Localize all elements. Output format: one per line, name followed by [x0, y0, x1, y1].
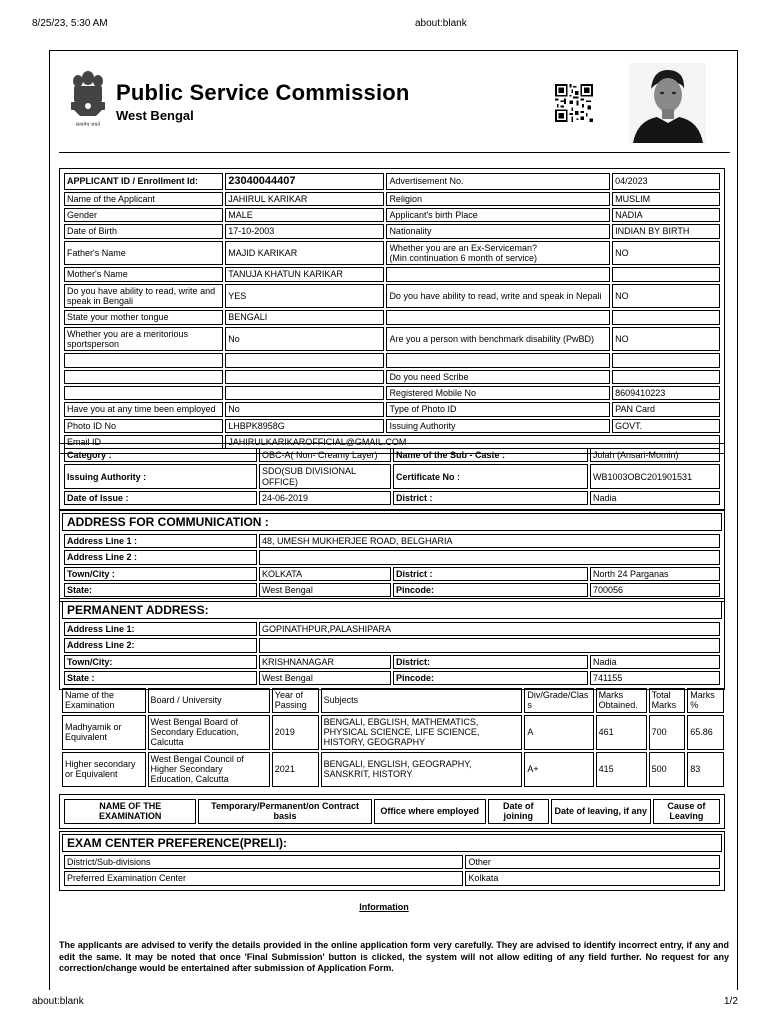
perm-town-value: KRISHNANAGAR	[259, 655, 391, 669]
category-section	[59, 443, 725, 510]
perm-line1-label: Address Line 1:	[64, 622, 257, 636]
employment-section	[59, 794, 725, 829]
comm-line1-label: Address Line 1 :	[64, 534, 257, 548]
field-value: GOVT.	[612, 419, 720, 433]
field-label: Gender	[64, 208, 223, 222]
information-title: Information	[359, 902, 409, 912]
education-cell: 500	[649, 752, 686, 787]
exam-center-row	[64, 871, 720, 885]
education-cell: 2019	[272, 715, 319, 750]
svg-text:सत्यमेव जयते: सत्यमेव जयते	[75, 122, 101, 128]
field-label: Issuing Authority	[386, 419, 610, 433]
employment-header-cell: Temporary/Permanent/on Contract basis	[198, 799, 371, 824]
field-label: Do you need Scribe	[386, 370, 610, 384]
category-label: Date of Issue :	[64, 491, 257, 505]
field-value: YES	[225, 284, 384, 309]
employment-header-cell: Office where employed	[374, 799, 486, 824]
permanent-address-section	[59, 598, 725, 690]
category-label: Category :	[64, 448, 257, 462]
field-value: No	[225, 327, 384, 352]
category-row	[64, 464, 720, 489]
perm-pin-label: Pincode:	[393, 671, 588, 685]
field-value: TANUJA KHATUN KARIKAR	[225, 267, 384, 281]
field-value	[225, 370, 384, 384]
applicant-row	[64, 310, 720, 324]
comm-state-label: State:	[64, 583, 257, 597]
employment-table	[62, 797, 722, 826]
exam-center-value: Other	[465, 855, 720, 869]
category-label: Name of the Sub - Caste :	[393, 448, 588, 462]
category-label: Issuing Authority :	[64, 464, 257, 489]
field-value: NADIA	[612, 208, 720, 222]
comm-pin-label: Pincode:	[393, 583, 588, 597]
education-table	[60, 686, 726, 789]
print-page-title: about:blank	[415, 18, 467, 29]
applicant-row	[64, 327, 720, 352]
education-cell: A+	[524, 752, 593, 787]
comm-pin-value: 700056	[590, 583, 720, 597]
field-label	[386, 353, 610, 367]
field-value: MALE	[225, 208, 384, 222]
comm-town-value: KOLKATA	[259, 567, 391, 581]
education-header-cell: Name of the Examination	[62, 688, 146, 713]
education-row	[62, 752, 724, 787]
field-label: State your mother tongue	[64, 310, 223, 324]
education-header-cell: Subjects	[321, 688, 523, 713]
comm-line2-label: Address Line 2 :	[64, 550, 257, 564]
education-cell: Higher secondary or Equivalent	[62, 752, 146, 787]
perm-line1-value: GOPINATHPUR,PALASHIPARA	[259, 622, 720, 636]
category-row	[64, 448, 720, 462]
applicant-photo	[629, 63, 706, 143]
education-header-cell: Year of Passing	[272, 688, 319, 713]
exam-center-section	[59, 831, 725, 891]
field-value: MUSLIM	[612, 192, 720, 206]
communication-address-section	[59, 510, 725, 602]
education-cell: BENGALI, ENGLISH, GEOGRAPHY, SANSKRIT, HISTORY	[321, 752, 523, 787]
exam-center-value: Kolkata	[465, 871, 720, 885]
employment-header-cell: NAME OF THE EXAMINATION	[64, 799, 196, 824]
field-label: Mother's Name	[64, 267, 223, 281]
applicant-row	[64, 192, 720, 206]
applicant-row	[64, 386, 720, 400]
field-value	[612, 310, 720, 324]
applicant-row	[64, 419, 720, 433]
exam-center-label: Preferred Examination Center	[64, 871, 463, 885]
field-label	[386, 267, 610, 281]
comm-district-value: North 24 Parganas	[590, 567, 720, 581]
field-label: Do you have ability to read, write and speak in Nepali	[386, 284, 610, 309]
applicant-row	[64, 370, 720, 384]
email-label: Email ID	[64, 435, 223, 449]
education-cell: West Bengal Board of Secondary Education, Calcutta	[148, 715, 270, 750]
education-cell: 2021	[272, 752, 319, 787]
category-value: OBC-A( Non- Creamy Layer)	[259, 448, 391, 462]
org-name: Public Service Commission	[116, 80, 410, 105]
field-value: JAHIRUL KARIKAR	[225, 192, 384, 206]
category-value: WB1003OBC201901531	[590, 464, 720, 489]
field-value: 23040044407	[225, 173, 384, 190]
category-value: Jolah (Ansari-Momin)	[590, 448, 720, 462]
comm-town-label: Town/City :	[64, 567, 257, 581]
exam-center-table	[62, 853, 722, 888]
education-cell: West Bengal Council of Higher Secondary Education, Calcutta	[148, 752, 270, 787]
perm-town-label: Town/City:	[64, 655, 257, 669]
field-value: NO	[612, 284, 720, 309]
perm-state-value: West Bengal	[259, 671, 391, 685]
org-sub: West Bengal	[116, 108, 194, 123]
field-value: BENGALI	[225, 310, 384, 324]
education-header-cell: Total Marks	[649, 688, 686, 713]
education-cell: 65.86	[687, 715, 724, 750]
field-label: Registered Mobile No	[386, 386, 610, 400]
comm-district-label: District :	[393, 567, 588, 581]
employment-header-cell: Date of leaving, if any	[551, 799, 651, 824]
communication-address-table	[62, 532, 722, 599]
employment-header-cell: Cause of Leaving	[653, 799, 720, 824]
field-value: NO	[612, 241, 720, 266]
education-cell: 415	[596, 752, 647, 787]
field-value	[225, 386, 384, 400]
print-page-number: 1/2	[724, 996, 738, 1007]
perm-district-label: District:	[393, 655, 588, 669]
education-cell: A	[524, 715, 593, 750]
field-value: 8609410223	[612, 386, 720, 400]
field-label: Applicant's birth Place	[386, 208, 610, 222]
perm-line2-label: Address Line 2:	[64, 638, 257, 652]
field-value: LHBPK8958G	[225, 419, 384, 433]
qr-code-icon	[555, 84, 593, 122]
field-label: Have you at any time been employed	[64, 402, 223, 416]
comm-state-value: West Bengal	[259, 583, 391, 597]
field-label: Religion	[386, 192, 610, 206]
applicant-row	[64, 353, 720, 367]
field-label: Whether you are an Ex-Serviceman? (Min continuation 6 month of service)	[386, 241, 610, 266]
print-datetime: 8/25/23, 5:30 AM	[32, 18, 108, 29]
comm-line2-value	[259, 550, 720, 564]
field-value: 04/2023	[612, 173, 720, 190]
category-label: Certificate No :	[393, 464, 588, 489]
perm-district-value: Nadia	[590, 655, 720, 669]
field-label: APPLICANT ID / Enrollment Id:	[64, 173, 223, 190]
education-header-cell: Marks%	[687, 688, 724, 713]
field-label	[64, 370, 223, 384]
education-header-row	[62, 688, 724, 713]
permanent-address-title: PERMANENT ADDRESS:	[62, 601, 722, 619]
field-value: 17-10-2003	[225, 224, 384, 238]
applicant-row	[64, 241, 720, 266]
field-label: Are you a person with benchmark disability (PwBD)	[386, 327, 610, 352]
field-value	[612, 267, 720, 281]
field-label: Whether you are a meritorious sportsperson	[64, 327, 223, 352]
category-table	[62, 446, 722, 507]
education-cell: 83	[687, 752, 724, 787]
employment-header-cell: Date of joining	[488, 799, 549, 824]
applicant-row	[64, 402, 720, 416]
field-value: PAN Card	[612, 402, 720, 416]
exam-center-row	[64, 855, 720, 869]
education-header-cell: Div/Grade/Class	[524, 688, 593, 713]
state-emblem-icon	[66, 68, 110, 130]
field-value	[612, 353, 720, 367]
email-value: JAHIRULKARIKAROFFICIAL@GMAIL.COM	[225, 435, 720, 449]
applicant-row	[64, 267, 720, 281]
field-label: Do you have ability to read, write and speak in Bengali	[64, 284, 223, 309]
applicant-row	[64, 284, 720, 309]
applicant-row	[64, 173, 720, 190]
perm-state-label: State :	[64, 671, 257, 685]
print-footer-url: about:blank	[32, 996, 84, 1007]
applicant-row	[64, 224, 720, 238]
field-value: NO	[612, 327, 720, 352]
applicant-row	[64, 208, 720, 222]
field-label	[64, 353, 223, 367]
education-cell: BENGALI, EBGLISH, MATHEMATICS, PHYSICAL SCIENCE, LIFE SCIENCE, HISTORY, GEOGRAPHY	[321, 715, 523, 750]
category-row	[64, 491, 720, 505]
education-header-cell: Board / University	[148, 688, 270, 713]
perm-line2-value	[259, 638, 720, 652]
permanent-address-table	[62, 620, 722, 687]
category-value: Nadia	[590, 491, 720, 505]
field-label: Father's Name	[64, 241, 223, 266]
education-header-cell: Marks Obtained.	[596, 688, 647, 713]
field-value: MAJID KARIKAR	[225, 241, 384, 266]
header-divider	[59, 152, 730, 153]
employment-header-row	[64, 799, 720, 824]
category-value: SDO(SUB DIVISIONAL OFFICE)	[259, 464, 391, 489]
field-label	[386, 310, 610, 324]
field-value: INDIAN BY BIRTH	[612, 224, 720, 238]
education-row	[62, 715, 724, 750]
exam-center-title: EXAM CENTER PREFERENCE(PRELI):	[62, 834, 722, 852]
field-label	[64, 386, 223, 400]
field-value	[612, 370, 720, 384]
applicant-details-table	[62, 171, 722, 451]
category-label: District :	[393, 491, 588, 505]
field-label: Nationality	[386, 224, 610, 238]
field-label: Name of the Applicant	[64, 192, 223, 206]
education-cell: 461	[596, 715, 647, 750]
perm-pin-value: 741155	[590, 671, 720, 685]
field-label: Date of Birth	[64, 224, 223, 238]
field-value: No	[225, 402, 384, 416]
education-cell: 700	[649, 715, 686, 750]
field-label: Advertisement No.	[386, 173, 610, 190]
education-section	[60, 686, 726, 789]
information-text: The applicants are advised to verify the details provided in the online application form very carefully. They are advised to identify incorrect entry, if any and edit the same. It may be noted that once 'Final Submission' button is clicked, the system will not allow editing of any field further. No request for any correction/change would be entertained after submission of Application Form.	[59, 940, 729, 974]
comm-line1-value: 48, UMESH MUKHERJEE ROAD, BELGHARIA	[259, 534, 720, 548]
exam-center-label: District/Sub-divisions	[64, 855, 463, 869]
category-value: 24-06-2019	[259, 491, 391, 505]
field-label: Type of Photo ID	[386, 402, 610, 416]
communication-address-title: ADDRESS FOR COMMUNICATION :	[62, 513, 722, 531]
field-label: Photo ID No	[64, 419, 223, 433]
field-value	[225, 353, 384, 367]
applicant-details-section	[59, 168, 725, 454]
education-cell: Madhyamik or Equivalent	[62, 715, 146, 750]
